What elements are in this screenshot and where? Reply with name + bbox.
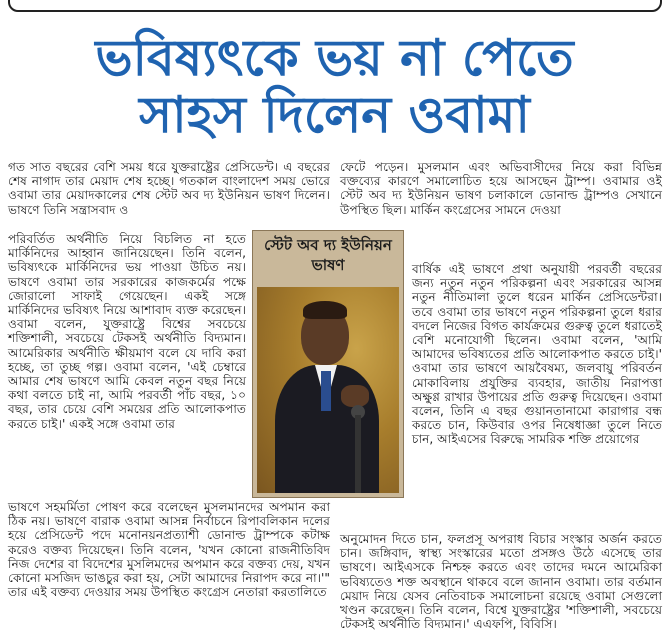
microphone-stand	[355, 415, 361, 493]
headline-line-1: ভবিষ্যৎকে ভয় না পেতে	[95, 29, 574, 87]
inset-title: স্টেট অব দ্য ইউনিয়ন ভাষণ	[264, 236, 392, 274]
article-col2-mid: বার্ষিক এই ভাষণে প্রথা অনুযায়ী পরবর্তী বছরের জন্য নতুন নতুন পরিকল্পনা এবং সরকারের আসন্ন নতুন নীতিমালা তুলে ধরেন মার্কিন প্রেসিডেন্টরা। তবে ওবামা তার ভাষণে নতুন পরিকল্পনা তুলে ধরার বদলে নিজের বিগত কার্যক্রমের গুরুত্ব তুলে ধরাতেই বেশি মনোযোগী ছিলেন। ওবামা বলেন, 'আমি আমাদের ভবিষ্যতের প্রতি আলোকপাত করতে চাই।' ওবামা তার ভাষণে আয়বৈষম্য, জলবায়ু পরিবর্তন মোকাবিলায় প্রযুক্তির ব্যবহার, জাতীয় নিরাপত্তা অক্ষুণ্ণ রাখার উপায়ের প্রতি গুরুত্ব দিয়েছেন। ওবামা বলেন, তিনি এ বছর গুয়ানতানামো কারাগার বন্ধ করতে চান, কিউবার ওপর নিষেধাজ্ঞা তুলে নিতে চান, আইএসের বিরুদ্ধে সামরিক শক্তি প্রয়োগের	[412, 262, 662, 447]
article-col1-top: গত সাত বছরের বেশি সময় ধরে যুক্তরাষ্ট্রের প্রেসিডেন্ট। এ বছরের শেষ নাগাদ তার মেয়াদ শেষ হচ্ছে। গতকাল বাংলাদেশ সময় ভোরে ওবামা তার মেয়াদকালের শেষ স্টেট অব দ্য ইউনিয়ন ভাষণ দিলেন। ভাষণে তিনি সন্ত্রাসবাদ ও	[8, 160, 330, 217]
article-col1-mid: পরিবর্তিত অর্থনীতি নিয়ে বিচলিত না হতে মার্কিনিদের আহ্বান জানিয়েছেন। তিনি বলেন, ভবিষ্যৎকে মার্কিনিদের ভয় পাওয়া উচিত নয়। ভাষণে ওবামা তার সরকারের কাজকর্মের পক্ষে জোরালো সাফাই গেয়েছেন। একই সঙ্গে মার্কিনিদের ভবিষ্যৎ নিয়ে আশাবাদ ব্যক্ত করেছেন। ওবামা বলেন, যুক্তরাষ্ট্রে বিশ্বের সবচেয়ে শক্তিশালী, সবচেয়ে টেকসই অর্থনীতি বিদ্যমান। আমেরিকার অর্থনীতি ক্ষীয়মাণ বলে যে দাবি করা হচ্ছে, তা তুচ্ছ গল্প। ওবামা বলেন, 'এই চেম্বারে আমার শেষ ভাষণে আমি কেবল নতুন বছর নিয়ে কথা বলতে চাই না, আমি পরবর্তী পাঁচ বছর, ১০ বছর, তার চেয়ে বেশি সময়ের প্রতি আলোকপাত করতে চাই।' একই সঙ্গে ওবামা তার	[8, 232, 246, 431]
headline-line-2: সাহস দিলেন ওবামা	[139, 86, 530, 144]
headline	[0, 30, 669, 144]
article-col2-bottom: অনুমোদন দিতে চান, ফলপ্রসূ অপরাধ বিচার সংস্কার অর্জন করতে চান। জঙ্গিবাদ, স্বাস্থ্য সংস্কারের মতো প্রসঙ্গও উঠে এসেছে তার ভাষণে। আইএসকে নিশ্চহ্ন করতে এবং তাদের দমনে আমেরিকা ভবিষ্যতেও শক্ত অবস্থানে থাকবে বলে জানান ওবামা। তার বর্তমান মেয়াদ নিয়ে যেসব নেতিবাচক সমালোচনা রয়েছে ওবামা সেগুলো খণ্ডন করেছেন। তিনি বলেন, বিশ্বে যুক্তরাষ্ট্রের 'শক্তিশালী, সবচেয়ে টেকসই অর্থনীতি বিদ্যমান।' এএফপি, বিবিসি।	[340, 532, 662, 632]
obama-speaking-photo	[257, 287, 399, 493]
article-col2-top: ফেটে পড়েন। মুসলমান এবং অভিবাসীদের নিয়ে করা বিভিন্ন বক্তব্যের কারণে সমালোচিত হয়ে আসছেন ট্রাম্প। ওবামার ওই স্টেট অব দ্য ইউনিয়ন ভাষণ চলাকালে ডোনাল্ড ট্রাম্পও সেখানে উপস্থিত ছিল। মার্কিন কংগ্রেসের সামনে দেওয়া	[340, 160, 662, 217]
photo-figure-hair	[303, 301, 347, 319]
photo-figure-tie	[321, 371, 331, 411]
article-col1-bottom: ভাষণে সহমর্মিতা পোষণ করে বলেছেন মুসলমানদের অপমান করা ঠিক নয়। ভাষণে বারাক ওবামা আসন্ন নির্বাচনে রিপাবলিকান দলের হয়ে প্রেসিডেন্ট পদে মনোনয়নপ্রত্যাশী ডোনাল্ড ট্রাম্পকে কটাক্ষ করেও বক্তব্য দিয়েছেন। তিনি বলেন, 'যখন কোনো রাজনীতিবিদ নিজ দেশের বা বিদেশের মুসলিমদের অপমান করে বক্তব্য দেয়, যখন কোনো মসজিদ ভাঙচুর করা হয়, সেটা আমাদের নিরাপদ করে না।'" তার এই বক্তব্য দেওয়ার সময় উপস্থিত কংগ্রেস নেতারা করতালিতে	[8, 500, 330, 600]
inset-box	[252, 230, 404, 498]
photo-figure-hand	[341, 385, 369, 407]
page-top-frame	[8, 0, 662, 12]
